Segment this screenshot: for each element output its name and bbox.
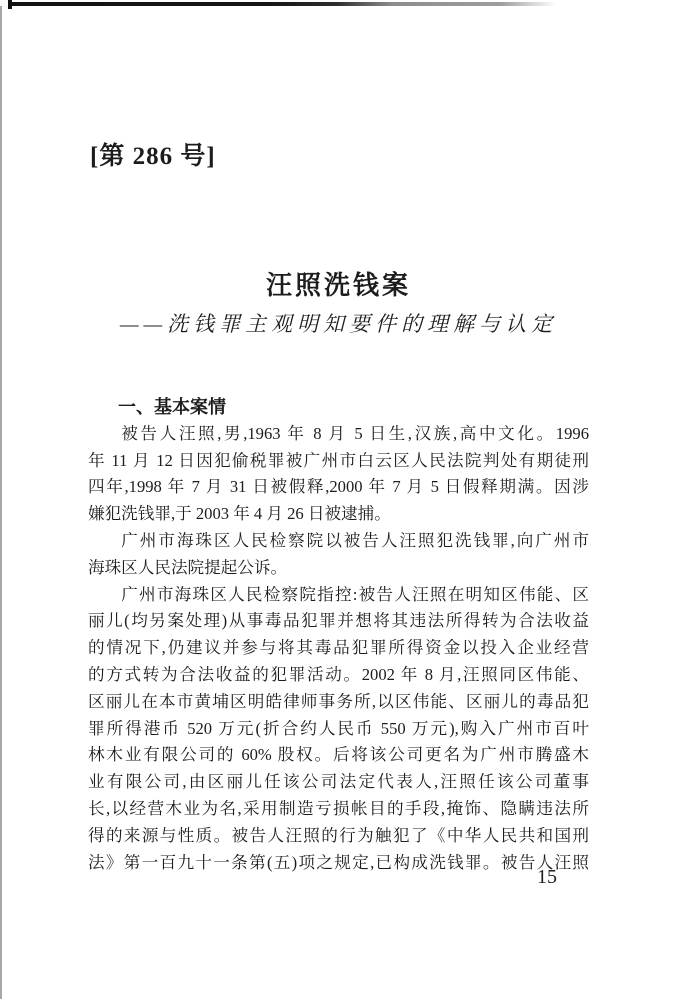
case-number: [第 286 号]	[90, 143, 216, 170]
case-title: 汪照洗钱案	[265, 271, 411, 300]
body-line: 丽儿(均另案处理)从事毒品犯罪并想将其违法所得转为合法收益	[88, 611, 589, 631]
body-line: 林木业有限公司的 60% 股权。后将该公司更名为广州市腾盛木	[88, 745, 589, 765]
scan-left-edge-rule	[0, 6, 2, 999]
paragraph-indictment	[88, 582, 589, 877]
body-line: 区丽儿在本市黄埔区明皓律师事务所,以区伟能、区丽儿的毒品犯	[88, 691, 589, 711]
body-line: 四年,1998 年 7 月 31 日被假释,2000 年 7 月 5 日假释期满。因涉	[88, 477, 589, 497]
case-subtitle: ——洗钱罪主观明知要件的理解与认定	[119, 312, 558, 336]
paragraph-prosecution	[88, 528, 589, 582]
case-body	[88, 394, 589, 876]
body-line: 的情况下,仍建议并参与将其毒品犯罪所得资金以投入企业经营	[88, 638, 589, 658]
body-line: 法》第一百九十一条第(五)项之规定,已构成洗钱罪。被告人汪照	[88, 852, 589, 872]
body-line: 广州市海珠区人民检察院指控:被告人汪照在明知区伟能、区	[121, 584, 589, 604]
scan-top-rule-notch	[8, 0, 12, 9]
paragraph-basic-facts	[88, 421, 589, 528]
body-line: 年 11 月 12 日因犯偷税罪被广州市白云区人民法院判处有期徒刑	[88, 450, 589, 470]
scan-top-rule	[8, 2, 556, 6]
body-line: 被告人汪照,男,1963 年 8 月 5 日生,汉族,高中文化。1996	[121, 423, 589, 443]
page-number: 15	[537, 866, 557, 888]
body-line: 业有限公司,由区丽儿任该公司法定代表人,汪照任该公司董事	[88, 772, 589, 792]
body-line: 广州市海珠区人民检察院以被告人汪照犯洗钱罪,向广州市	[121, 530, 589, 550]
body-line: 长,以经营木业为名,采用制造亏损帐目的手段,掩饰、隐瞒违法所	[88, 798, 589, 818]
body-line: 得的来源与性质。被告人汪照的行为触犯了《中华人民共和国刑	[88, 825, 589, 845]
body-line: 的方式转为合法收益的犯罪活动。2002 年 8 月,汪照同区伟能、	[88, 664, 589, 684]
body-line: 罪所得港币 520 万元(折合约人民币 550 万元),购入广州市百叶	[88, 718, 589, 738]
body-line: 海珠区人民法院提起公诉。	[88, 557, 288, 577]
section-heading: 一、基本案情	[118, 397, 226, 417]
body-line: 嫌犯洗钱罪,于 2003 年 4 月 26 日被逮捕。	[88, 504, 391, 524]
